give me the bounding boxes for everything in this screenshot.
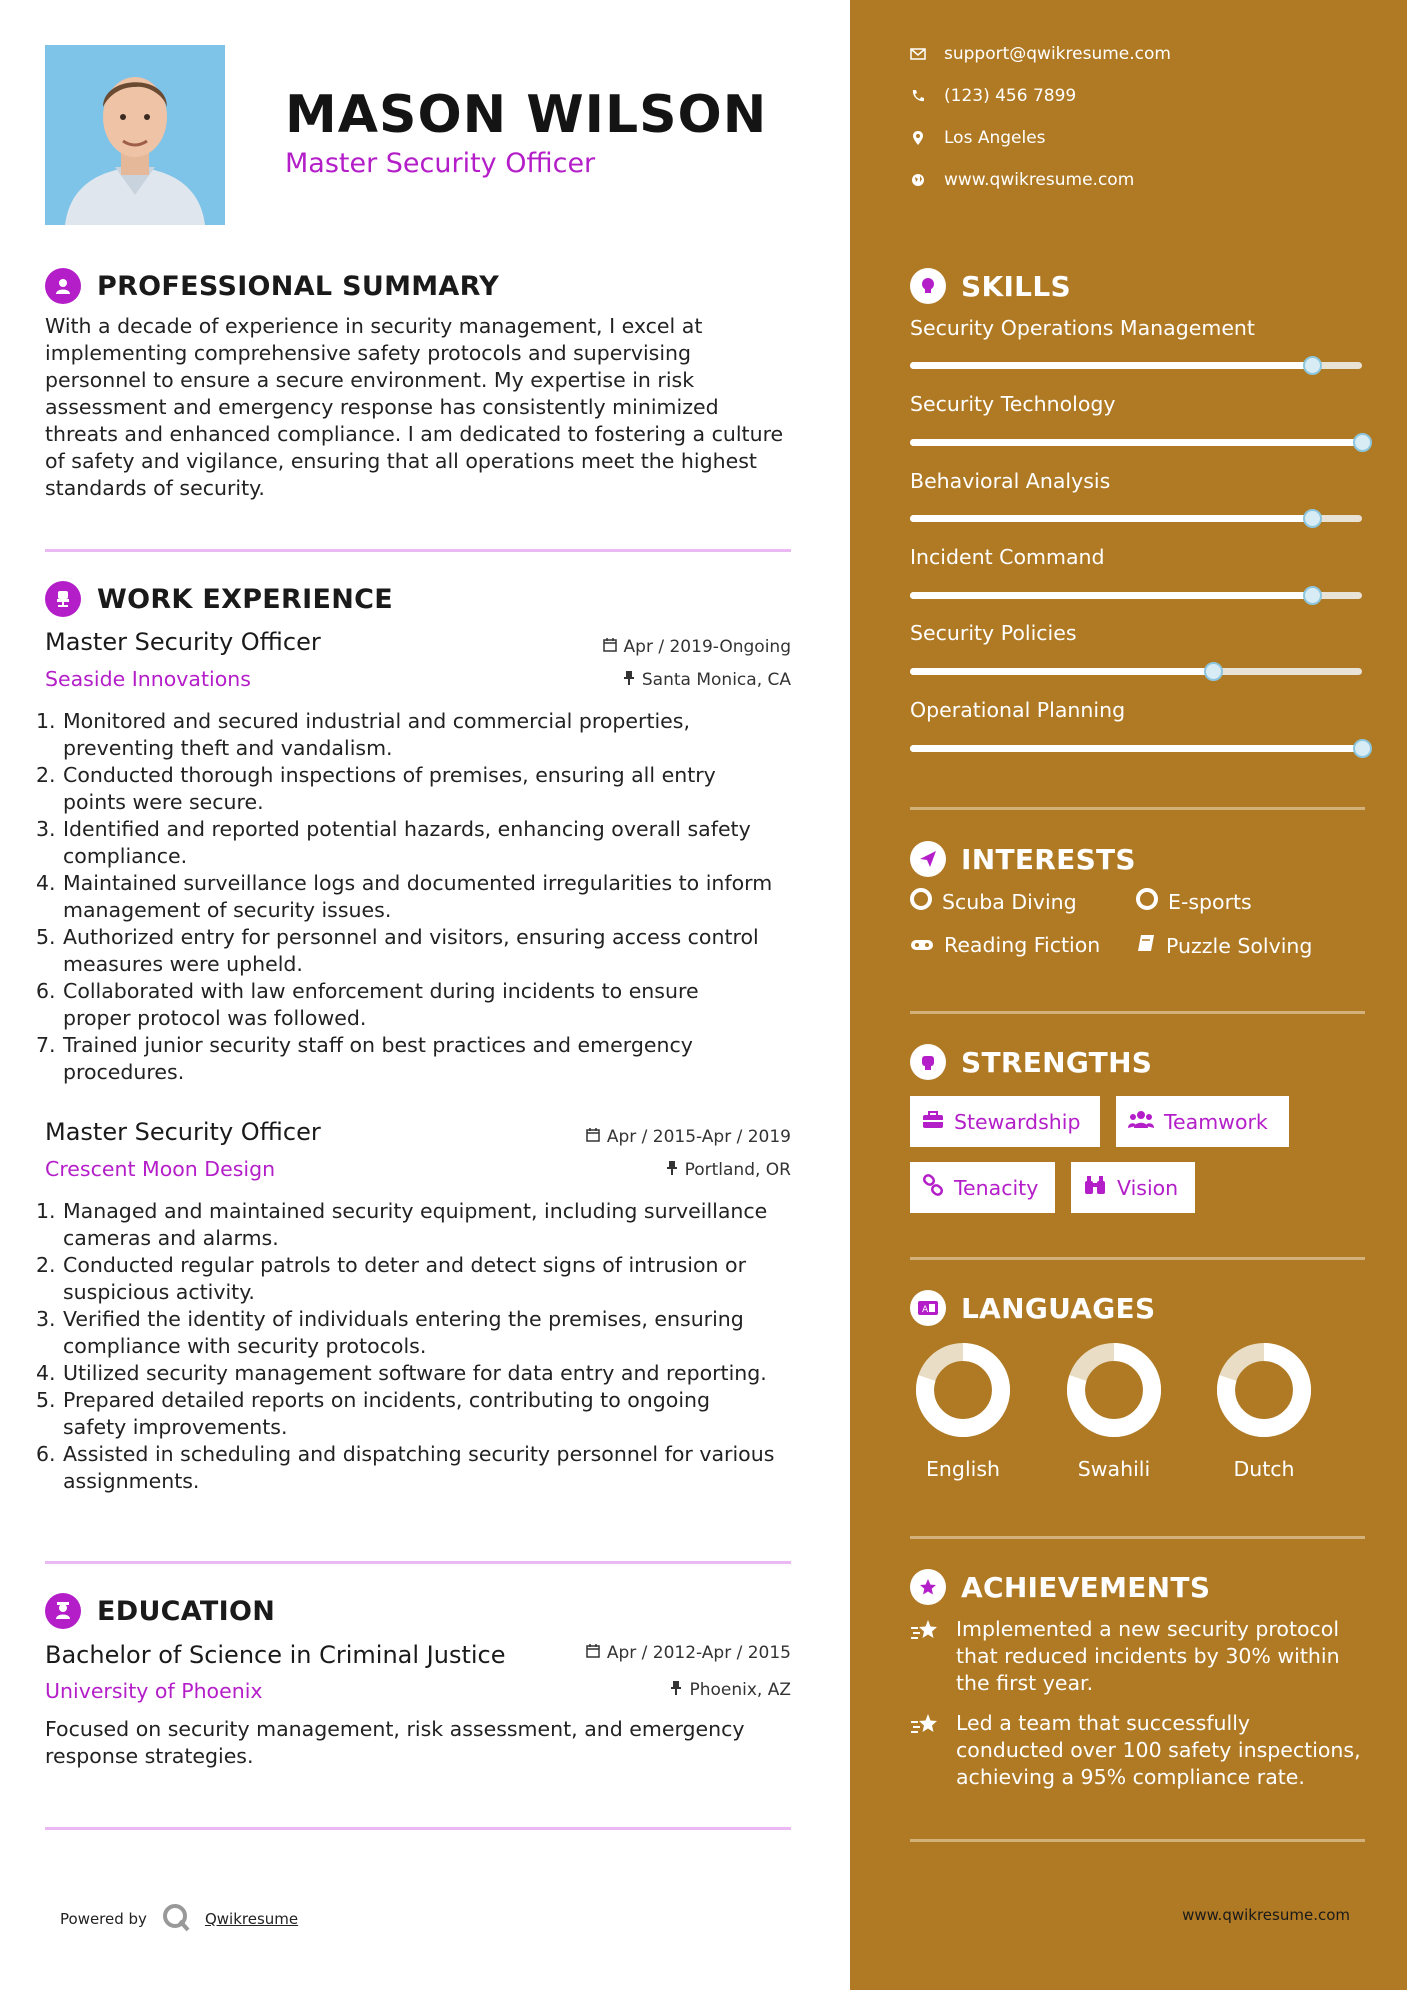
list-number: 4. <box>36 1361 56 1385</box>
list-item-line: Conducted thorough inspections of premises, ensuring all entry <box>63 763 716 787</box>
skill-bar-fill <box>910 745 1362 752</box>
link-icon <box>922 1174 944 1201</box>
list-item-line: procedures. <box>63 1060 185 1084</box>
contact-website <box>910 170 1134 190</box>
star-badge-icon <box>910 1710 946 1791</box>
divider <box>910 807 1365 810</box>
skill-label: Security Technology <box>910 392 1116 416</box>
list-item-line: measures were upheld. <box>63 952 303 976</box>
achievement-line: conducted over 100 safety inspections, <box>956 1738 1361 1762</box>
strength-label: Teamwork <box>1164 1109 1268 1134</box>
interests-header <box>910 841 1136 877</box>
job-location-text: Santa Monica, CA <box>641 670 791 690</box>
skill-bar-fill <box>910 515 1312 522</box>
job-location <box>431 1160 791 1180</box>
contact-email-text[interactable]: support@qwikresume.com <box>944 44 1171 64</box>
strength-chip <box>1071 1162 1195 1213</box>
education-description: Focused on security management, risk assessment, and emergency response strategies. <box>45 1717 745 1768</box>
star-icon <box>910 1569 946 1605</box>
list-item-line: points were secure. <box>63 790 264 814</box>
divider <box>910 1257 1365 1260</box>
list-item-line: Trained junior security staff on best practices and emergency <box>63 1033 693 1057</box>
contact-website-text[interactable]: www.qwikresume.com <box>944 170 1135 190</box>
divider <box>45 1827 791 1830</box>
language-label: Dutch <box>1233 1457 1295 1481</box>
experience-heading: WORK EXPERIENCE <box>97 583 393 615</box>
list-item-line: compliance. <box>63 844 188 868</box>
contact-phone-text: (123) 456 7899 <box>944 86 1077 106</box>
education-location <box>431 1680 791 1700</box>
book-icon <box>1136 933 1156 958</box>
interest-item <box>910 888 1077 915</box>
list-item-line: Identified and reported potential hazards, enhancing overall safety <box>63 817 751 841</box>
envelope-icon <box>910 46 926 62</box>
strength-chip <box>1116 1096 1289 1147</box>
list-item <box>36 1360 793 1387</box>
calendar-icon <box>586 1127 600 1147</box>
list-item-line: Managed and maintained security equipment, including surveillance <box>63 1199 768 1223</box>
contact-location <box>910 128 1046 148</box>
list-number: 1. <box>36 1199 56 1223</box>
skill-label: Incident Command <box>910 545 1105 569</box>
list-number: 3. <box>36 1307 56 1331</box>
strength-label: Vision <box>1117 1175 1179 1200</box>
contact-email <box>910 44 1171 64</box>
education-dates-text: Apr / 2012-Apr / 2015 <box>606 1643 791 1663</box>
contact-location-text: Los Angeles <box>944 128 1046 148</box>
skill-bar <box>910 439 1362 446</box>
divider <box>45 1561 791 1564</box>
interest-label: Puzzle Solving <box>1166 933 1313 958</box>
interest-label: E-sports <box>1168 889 1252 914</box>
list-number: 3. <box>36 817 56 841</box>
pin-icon <box>666 1160 678 1180</box>
skill-bar-knob <box>1204 662 1223 681</box>
list-number: 1. <box>36 709 56 733</box>
achievement-line: the first year. <box>956 1671 1094 1695</box>
list-item <box>36 762 793 816</box>
skill-label: Security Policies <box>910 621 1077 645</box>
candidate-title: Master Security Officer <box>285 148 596 179</box>
education-dates <box>431 1643 791 1663</box>
skill-bar-knob <box>1353 433 1372 452</box>
list-item-line: preventing theft and vandalism. <box>63 736 393 760</box>
skill-label: Security Operations Management <box>910 316 1255 340</box>
list-item <box>36 924 793 978</box>
fist-icon <box>910 1044 946 1080</box>
language-label: English <box>925 1457 1001 1481</box>
candidate-name: MASON WILSON <box>285 85 768 145</box>
skill-bar-knob <box>1303 356 1322 375</box>
list-item-line: suspicious activity. <box>63 1280 255 1304</box>
skill-bar-fill <box>910 592 1312 599</box>
job-location <box>431 670 791 690</box>
list-item <box>36 1387 793 1441</box>
list-item <box>36 1252 793 1306</box>
list-number: 2. <box>36 1253 56 1277</box>
list-item-line: Assisted in scheduling and dispatching security personnel for various <box>63 1442 775 1466</box>
strengths-header <box>910 1044 1152 1080</box>
map-marker-icon <box>910 130 926 146</box>
list-item-line: proper protocol was followed. <box>63 1006 367 1030</box>
skill-label: Behavioral Analysis <box>910 469 1111 493</box>
list-item-line: management of security issues. <box>63 898 392 922</box>
list-number: 4. <box>36 871 56 895</box>
strengths-heading: STRENGTHS <box>961 1045 1153 1079</box>
strength-chip <box>910 1162 1055 1213</box>
profile-photo <box>45 45 225 225</box>
divider <box>910 1536 1365 1539</box>
divider <box>910 1839 1365 1842</box>
skill-bar-knob <box>1303 509 1322 528</box>
achievement-line: Implemented a new security protocol <box>956 1617 1340 1641</box>
briefcase-icon <box>922 1110 944 1134</box>
list-item-line: Collaborated with law enforcement during incidents to ensure <box>63 979 699 1003</box>
skill-bar-fill <box>910 668 1213 675</box>
job-dates-text: Apr / 2019-Ongoing <box>623 637 791 657</box>
list-item-line: cameras and alarms. <box>63 1226 279 1250</box>
job-duties-list <box>36 708 793 1086</box>
binoculars-icon <box>1083 1175 1107 1200</box>
languages-header <box>910 1290 1155 1326</box>
language-label: Swahili <box>1077 1457 1151 1481</box>
footer-website[interactable]: www.qwikresume.com <box>1182 1906 1350 1924</box>
job-dates <box>431 1127 791 1147</box>
paper-plane-icon <box>910 841 946 877</box>
powered-by-label: Powered by <box>60 1910 147 1928</box>
divider <box>45 549 791 552</box>
skill-bar <box>910 515 1362 522</box>
list-item <box>36 870 793 924</box>
list-number: 7. <box>36 1033 56 1057</box>
interests-heading: INTERESTS <box>961 842 1136 876</box>
list-item <box>36 1198 793 1252</box>
list-number: 6. <box>36 1442 56 1466</box>
job-company: Seaside Innovations <box>45 667 251 691</box>
skill-bar-fill <box>910 439 1362 446</box>
list-number: 5. <box>36 1388 56 1412</box>
sidebar <box>850 0 1407 1990</box>
skill-bar <box>910 592 1362 599</box>
education-header <box>45 1593 275 1629</box>
languages-heading: LANGUAGES <box>961 1291 1156 1325</box>
lifebuoy-icon <box>1136 888 1158 915</box>
list-item-line: safety improvements. <box>63 1415 288 1439</box>
powered-by <box>60 1902 298 1936</box>
job-dates <box>431 637 791 657</box>
svg-text:A: A <box>922 1305 929 1315</box>
strength-chip <box>910 1096 1100 1147</box>
list-item-line: Verified the identity of individuals entering the premises, ensuring <box>63 1307 744 1331</box>
achievements-header <box>910 1569 1210 1605</box>
pin-icon <box>670 1680 682 1700</box>
school-name: University of Phoenix <box>45 1679 263 1703</box>
list-number: 2. <box>36 763 56 787</box>
skills-heading: SKILLS <box>961 269 1071 303</box>
lifebuoy-icon <box>910 888 932 915</box>
graduate-icon <box>45 1593 81 1629</box>
achievement-line: that reduced incidents by 30% within <box>956 1644 1340 1668</box>
user-icon <box>45 268 81 304</box>
translate-icon <box>910 1290 946 1326</box>
language-ring <box>915 1342 1011 1438</box>
list-item-line: assignments. <box>63 1469 200 1493</box>
list-item <box>36 708 793 762</box>
achievement-text <box>956 1710 1361 1791</box>
list-number: 5. <box>36 925 56 949</box>
achievement-line: achieving a 95% compliance rate. <box>956 1765 1305 1789</box>
list-item <box>36 978 793 1032</box>
skill-bar <box>910 362 1362 369</box>
job-company: Crescent Moon Design <box>45 1157 276 1181</box>
strength-label: Tenacity <box>954 1175 1039 1200</box>
language-ring <box>1066 1342 1162 1438</box>
qwikresume-logo-icon <box>161 1902 191 1936</box>
skill-label: Operational Planning <box>910 698 1126 722</box>
interest-item <box>910 933 1100 957</box>
language-ring <box>1216 1342 1312 1438</box>
list-item-line: Maintained surveillance logs and documented irregularities to inform <box>63 871 773 895</box>
summary-heading: PROFESSIONAL SUMMARY <box>97 270 500 302</box>
calendar-icon <box>603 637 617 657</box>
achievement-line: Led a team that successfully <box>956 1711 1251 1735</box>
divider <box>910 1011 1365 1014</box>
job-title: Master Security Officer <box>45 628 321 656</box>
job-location-text: Portland, OR <box>684 1160 791 1180</box>
globe-icon <box>910 172 926 188</box>
list-item-line: Monitored and secured industrial and commercial properties, <box>63 709 690 733</box>
job-dates-text: Apr / 2015-Apr / 2019 <box>606 1127 791 1147</box>
education-heading: EDUCATION <box>97 1595 276 1627</box>
summary-text: With a decade of experience in security management, I excel at implementing comprehensive safety protocols and supervising personnel to ensure a secure environment. My expertise in risk assessment and emergency response has consistently minimized threats and enhanced compliance. I am dedicated to fostering a culture of safety and vigilance, ensuring that all operations meet the highest standards of security. <box>45 314 784 500</box>
list-number: 6. <box>36 979 56 1003</box>
experience-header <box>45 581 393 617</box>
list-item <box>36 1032 793 1086</box>
star-badge-icon <box>910 1616 946 1697</box>
achievement-item <box>910 1616 1370 1697</box>
list-item-line: Prepared detailed reports on incidents, contributing to ongoing <box>63 1388 711 1412</box>
office-chair-icon <box>45 581 81 617</box>
job-title: Master Security Officer <box>45 1118 321 1146</box>
calendar-icon <box>586 1643 600 1663</box>
list-item-line: Conducted regular patrols to deter and detect signs of intrusion or <box>63 1253 747 1277</box>
skill-bar <box>910 745 1362 752</box>
strength-label: Stewardship <box>954 1109 1081 1134</box>
achievement-item <box>910 1710 1370 1791</box>
powered-by-link[interactable]: Qwikresume <box>204 1910 299 1928</box>
list-item <box>36 1306 793 1360</box>
job-duties-list <box>36 1198 793 1495</box>
phone-icon <box>910 88 926 104</box>
interest-item <box>1136 933 1312 958</box>
list-item-line: Utilized security management software for data entry and reporting. <box>63 1361 767 1385</box>
skills-header <box>910 268 1071 304</box>
list-item-line: compliance with security protocols. <box>63 1334 427 1358</box>
skill-bar-knob <box>1303 586 1322 605</box>
gamepad-icon <box>910 933 934 957</box>
list-item <box>36 1441 793 1495</box>
list-item <box>36 816 793 870</box>
interest-label: Reading Fiction <box>944 933 1101 957</box>
contact-phone <box>910 86 1076 106</box>
users-icon <box>1128 1109 1154 1134</box>
degree-title: Bachelor of Science in Criminal Justice <box>45 1641 506 1669</box>
interest-label: Scuba Diving <box>942 889 1077 914</box>
skill-bar-fill <box>910 362 1312 369</box>
achievements-heading: ACHIEVEMENTS <box>961 1570 1211 1604</box>
education-location-text: Phoenix, AZ <box>689 1680 791 1700</box>
list-item-line: Authorized entry for personnel and visitors, ensuring access control <box>63 925 759 949</box>
summary-header <box>45 268 499 304</box>
lightbulb-icon <box>910 268 946 304</box>
interest-item <box>1136 888 1252 915</box>
achievement-text <box>956 1616 1340 1697</box>
skill-bar-knob <box>1353 739 1372 758</box>
skill-bar <box>910 668 1362 675</box>
pin-icon <box>623 670 635 690</box>
